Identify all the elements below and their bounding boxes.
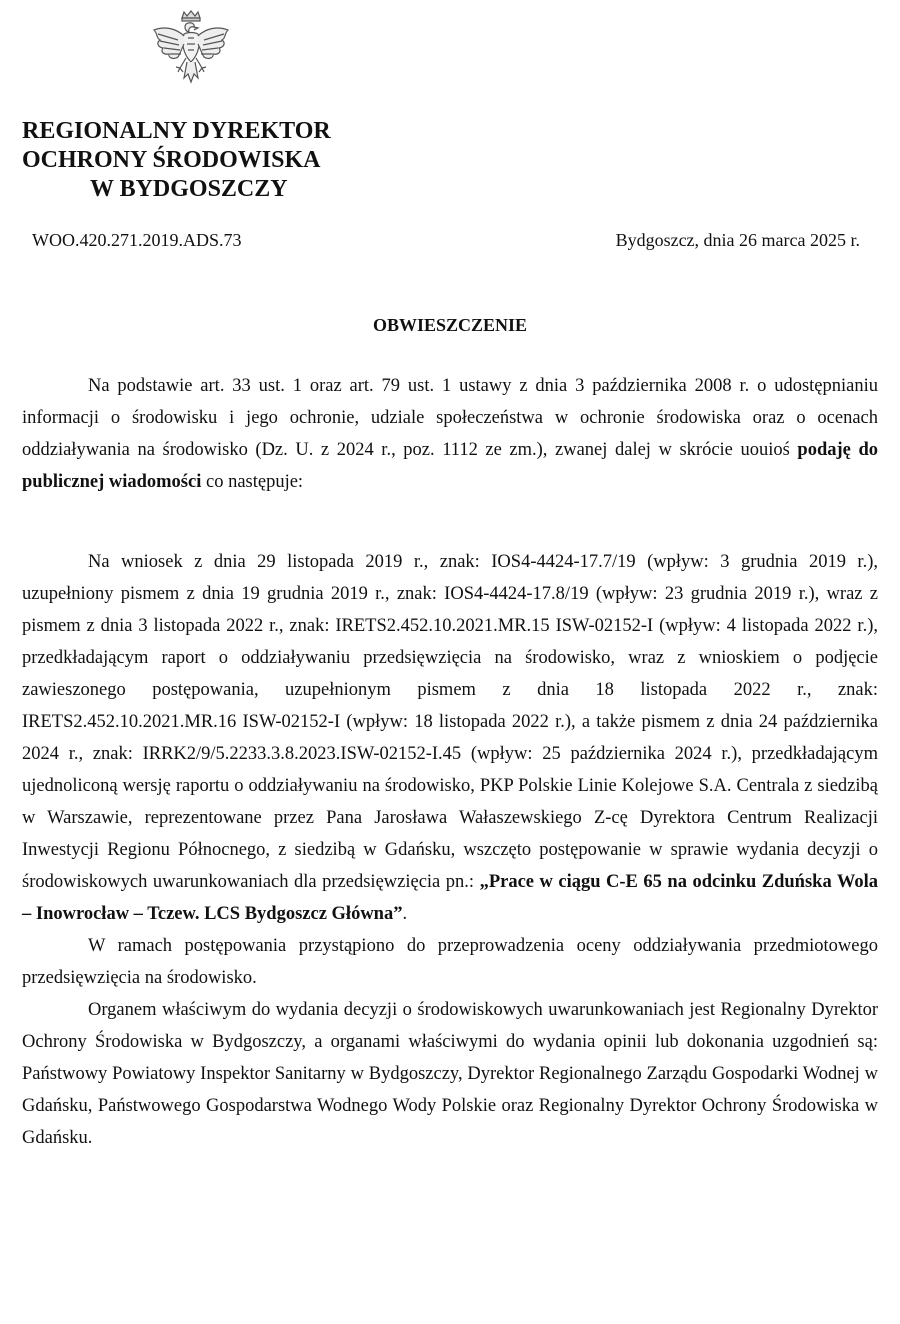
authority-line-2: OCHRONY ŚRODOWISKA	[22, 147, 321, 173]
intro-paragraph	[22, 370, 878, 498]
authority-header	[22, 117, 362, 204]
polish-eagle-emblem-icon	[148, 10, 234, 92]
document-title: OBWIESZCZENIE	[372, 315, 528, 335]
paragraph-2: W ramach postępowania przystąpiono do przeprowadzenia oceny oddziaływania przedmiotowego przedsięwzięcia na środowisko.	[22, 936, 878, 988]
intro-section	[22, 370, 878, 498]
authority-line-1: REGIONALNY DYREKTOR	[22, 118, 331, 144]
paragraph-1-text: Na wniosek z dnia 29 listopada 2019 r., znak: IOS4-4424-17.7/19 (wpływ: 3 grudnia 2019 r.), uzupełniony pismem z dnia 19 grudnia 2019 r., znak: IOS4-4424-17.8/19 (wpływ: 23 grudnia 2019 r.), wraz z pismem z dnia 3 listopada 2022 r., znak: IRETS2.452.10.2021.MR.15 ISW-02152-I (wpływ: 4 listopada 2022 r.), przedkładającym raport o oddziaływaniu przedsięwzięcia na środowisko, wraz z wnioskiem o podjęcie zawieszonego postępowania, uzupełnionym pismem z dnia 18 listopada 2022 r., znak: IRETS2.452.10.2021.MR.16 ISW-02152-I (wpływ: 18 listopada 2022 r.), a także pismem z dnia 24 października 2024 r., znak: IRRK2/9/5.2233.3.8.2023.ISW-02152-I.45 (wpływ: 25 października 2024 r.), przedkładającym ujednoliconą wersję raportu o oddziaływaniu na środowisko, PKP Polskie Linie Kolejowe S.A. Centrala z siedzibą w Warszawie, reprezentowane przez Pana Jarosława Wałaszewskiego Z-cę Dyrektora Centrum Realizacji Inwestycji Regionu Północnego, z siedzibą w Gdańsku, wszczęto postępowanie w sprawie wydania decyzji o środowiskowych uwarunkowaniach dla przedsięwzięcia pn.:	[22, 552, 878, 892]
main-section	[22, 546, 878, 1154]
paragraph-1	[22, 546, 878, 930]
intro-text-end: co następuje:	[201, 472, 304, 492]
intro-bold-text: podaję do publicznej wiadomości	[22, 440, 878, 492]
paragraph-1-end: .	[402, 904, 408, 924]
paragraph-3: Organem właściwym do wydania decyzji o środowiskowych uwarunkowaniach jest Regionalny Dyrektor Ochrony Środowiska w Bydgoszczy, a organami właściwymi do wydania opinii lub dokonania uzgodnień są: Państwowy Powiatowy Inspektor Sanitarny w Bydgoszczy, Dyrektor Regionalnego Zarządu Gospodarki Wodnej w Gdańsku, Państwowego Gospodarstwa Wodnego Wody Polskie oraz Regionalny Dyrektor Ochrony Środowiska w Gdańsku.	[22, 1000, 878, 1148]
authority-line-3: W BYDGOSZCZY	[90, 176, 288, 202]
intro-text: Na podstawie art. 33 ust. 1 oraz art. 79 ust. 1 ustawy z dnia 3 października 2008 r. o udostępnianiu informacji o środowisku i jego ochronie, udziale społeczeństwa w ochronie środowiska oraz o ocenach oddziaływania na środowisko (Dz. U. z 2024 r., poz. 1112 ze zm.), zwanej dalej w skrócie uouioś	[22, 376, 878, 460]
project-name: „Prace w ciągu C-E 65 na odcinku Zduńska Wola – Inowrocław – Tczew. LCS Bydgoszcz Główna”	[22, 872, 878, 924]
place-date: Bydgoszcz, dnia 26 marca 2025 r.	[615, 230, 860, 250]
reference-number: WOO.420.271.2019.ADS.73	[32, 230, 242, 250]
